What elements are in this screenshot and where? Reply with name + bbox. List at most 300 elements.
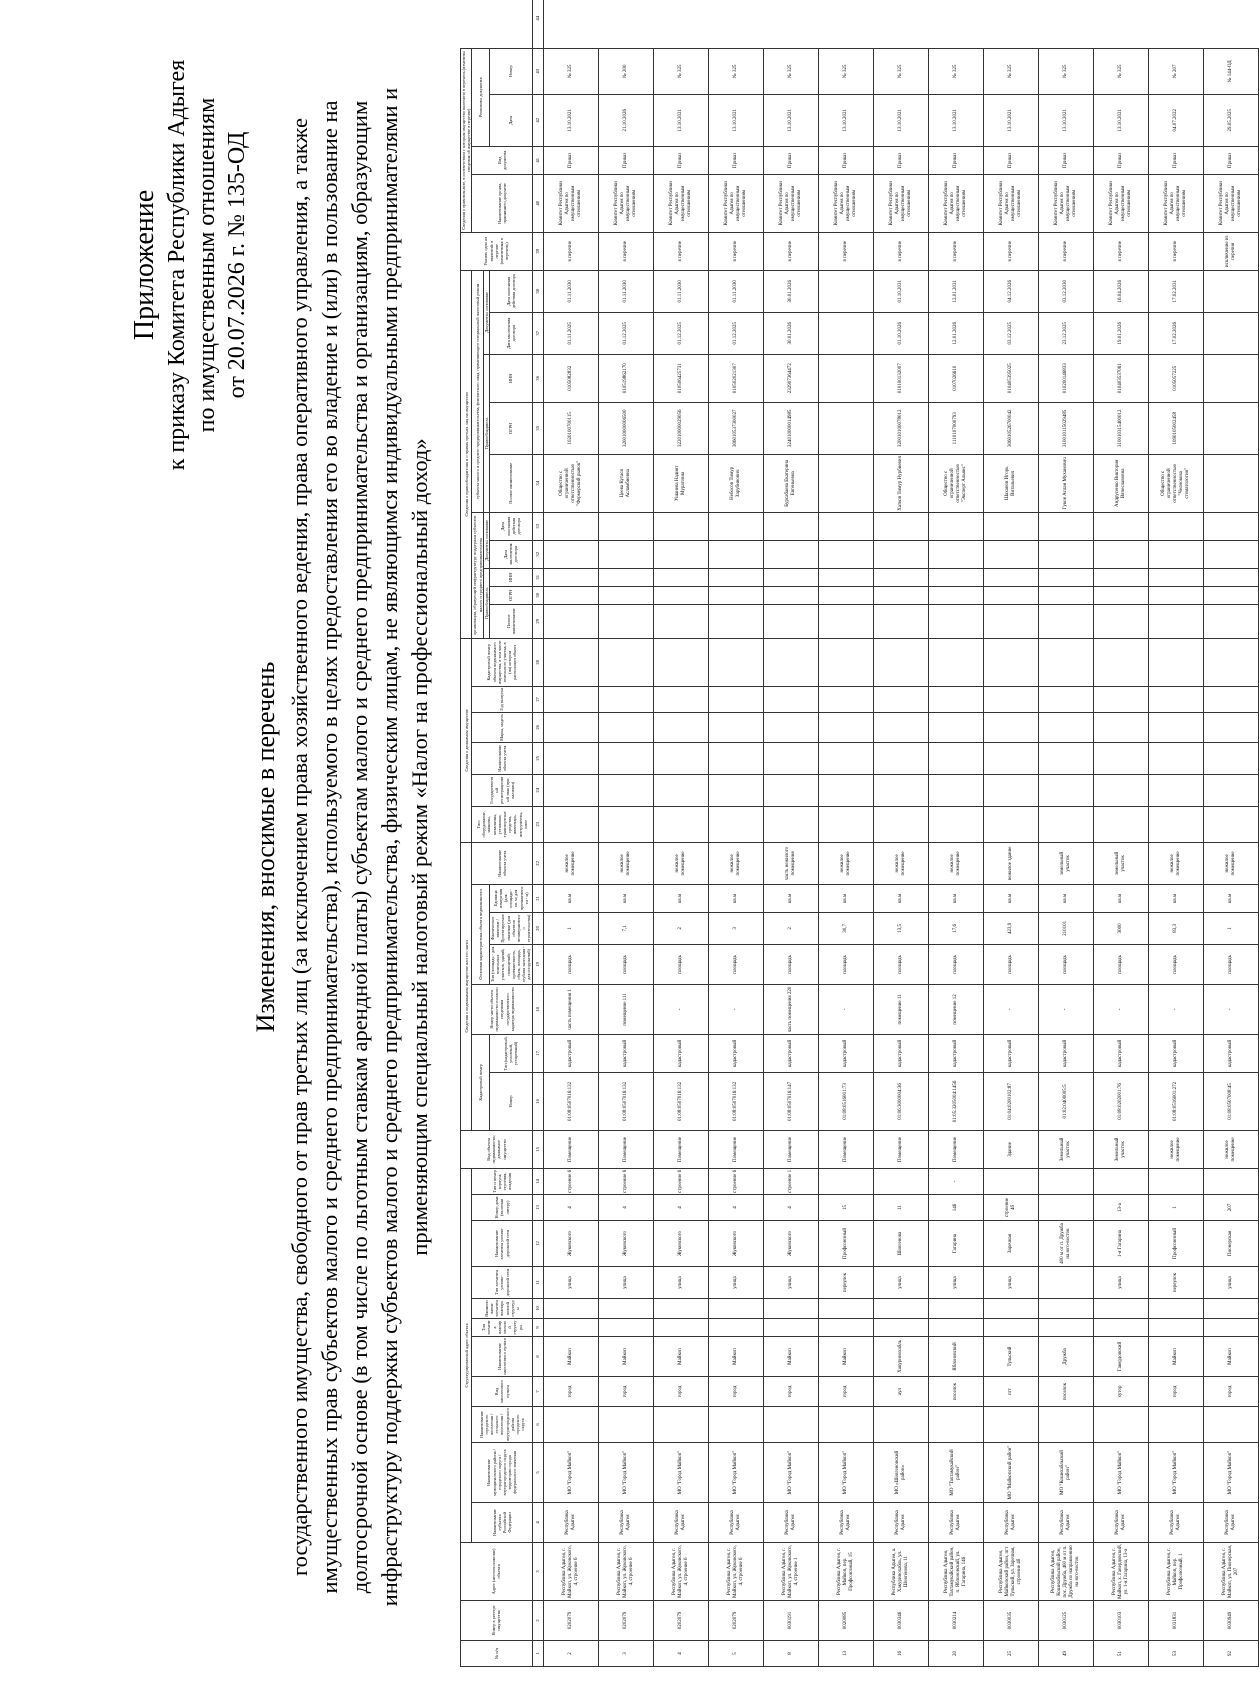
cell-kind: Приказ [1148,146,1203,174]
cell-smb-ogrn: 1090105002458 [1148,402,1203,454]
cell-obj-name: нежилое помещение [928,842,983,884]
cell-loc-type: город [818,1377,873,1407]
cell-loc-type: город [1203,1377,1258,1407]
cell-empty [983,568,1038,586]
col-mov-reg: Государственный регистрационный знак (при наличии) [472,774,532,806]
cell-smb-name [1203,454,1258,512]
cell-house: 15 [818,1195,873,1221]
col-mov-brand: Марка, модель [472,712,532,742]
cell-start: 19.01.2026 [1093,312,1148,354]
cell-empty [543,742,598,774]
cell-district: МО "Город Майкоп" [818,1443,873,1503]
cell-cad-type: кадастровый [818,1034,873,1072]
cell-reg: 0020085 [818,1601,873,1641]
cell-start [1203,312,1258,354]
document-description: государственного имущества, свободного от прав третьих лиц (за исключением права хозяйственного ведения, права оперативного управления, а также имущественных прав субъектов малого и среднего предпринимательства), используемого в целях предоставления его во владение и (или) в пользование на долгосрочной основе (в том числе по льготным ставкам арендной платы) субъектам малого и среднего предпринимательства и организациям, образующим инфраструктуру поддержки субъектов малого и среднего предпринимательства, физическим лицам, не являющимся индивидуальными предпринимателями и применяющим специальный налоговый режим «Налог на профессиональный доход» [287,87,432,1607]
cell-road-type: улица [928,1267,983,1299]
cell-smb-name: Бурсабаева Екатерина Евгеньевна [763,454,818,512]
cell-empty [708,638,763,686]
column-number: 30 [532,586,543,604]
col-char-value: Фактическое значение / Проектируемое значение (для объектов незавершенного строительства) [490,914,532,943]
cell-kind: Приказ [983,146,1038,174]
cell-part: помещение 12 [928,984,983,1034]
cell-empty [763,712,818,742]
cell-elem-type [763,1319,818,1337]
cell-loc-name: Майкоп [763,1337,818,1377]
cell-obj-type: Здание [983,1130,1038,1168]
cell-date: 29.05.2025 [1203,94,1258,146]
cell-smb-name: Гуков Аслан Муханович [1038,454,1093,512]
cell-empty [598,568,653,586]
cell-reg: 0030125 [1038,1601,1093,1641]
cell-loc-type: город [653,1377,708,1407]
cell-number: № 325 [543,48,598,94]
column-number: 6 [532,1407,543,1443]
column-number: 15 [532,1130,543,1168]
column-number: 32 [532,540,543,568]
col-infra-start: Дата заключения договора [490,540,533,568]
cell-authority: Комитет Республики Адыгея по имущественным отношениям [1093,174,1148,232]
cell-elem-name [983,1299,1038,1319]
cell-district: МО "Город Майкоп" [653,1443,708,1503]
cell-date: 13.10.2021 [983,94,1038,146]
column-number: 44 [532,0,543,48]
cell-subject: Республика Адыгея [598,1503,653,1543]
column-number: 1 [532,1641,543,1667]
column-number: 9 [532,1319,543,1337]
cell-empty [818,742,873,774]
cell-end: 12.01.2031 [928,270,983,312]
cell-empty [818,774,873,806]
cell-value: 1 [1203,912,1258,944]
cell-empty [598,686,653,712]
cell-subject: Республика Адыгея [983,1503,1038,1543]
cell-empty [653,540,708,568]
cell-empty [1148,586,1203,604]
cell-cad-type: кадастровый [928,1034,983,1072]
cell-empty [763,774,818,806]
cell-empty [873,512,928,540]
cell-number: № 200 [598,48,653,94]
cell-road-name: Жуковского [653,1221,708,1267]
cell-char-type: площадь [543,944,598,984]
cell-loc-name: Майкоп [1203,1337,1258,1377]
cell-empty [1093,638,1148,686]
cell-smb-ogrn: 1020100700115 [543,402,598,454]
cell-number: № 325 [1093,48,1148,94]
cell-empty [873,540,928,568]
cell-value: 7,1 [598,912,653,944]
cell-empty [1203,638,1258,686]
cell-number: № 325 [763,48,818,94]
cell-empty [543,638,598,686]
column-number: 29 [532,604,543,638]
cell-house: строение 4б [983,1195,1038,1221]
cell-subject: Республика Адыгея [873,1503,928,1543]
cell-empty [1093,742,1148,774]
cell-elem-type [983,1319,1038,1337]
cell-reg: 0030035 [983,1601,1038,1641]
cell-empty [873,774,928,806]
cell-status: в перечне [763,232,818,270]
cell-road-name: Профсоюзный [818,1221,873,1267]
cell-reg: 0031831 [1148,1601,1203,1641]
cell-empty [928,742,983,774]
cell-kind: Приказ [928,146,983,174]
cell-reg: 0030949 [1203,1601,1258,1641]
cell-date: 13.10.2021 [818,94,873,146]
cell-road-name: Жуковского [708,1221,763,1267]
cell-obj-type: Помещение [818,1130,873,1168]
cell-settlement [543,1407,598,1443]
cell-empty [543,604,598,638]
column-number: 22 [532,842,543,884]
cell-part: - [983,984,1038,1034]
cell-obj-type: Земельный участок [1093,1130,1148,1168]
cell-empty [818,686,873,712]
column-number: 11 [532,1267,543,1299]
cell-empty [543,586,598,604]
cell-cad-type: кадастровый [1093,1034,1148,1072]
cell-empty [873,604,928,638]
column-number: 3 [532,1543,543,1601]
cell-number: № 325 [873,48,928,94]
cell-loc-name: Тульский [983,1337,1038,1377]
cell-start: 17.02.2026 [1148,312,1203,354]
cell-date: 13.10.2021 [543,94,598,146]
cell-house [1038,1195,1093,1221]
table-row [873,0,928,1667]
col-loc-type: Вид населенного пункта [472,1377,532,1407]
cell-obj-type: нежилое помещение [1203,1130,1258,1168]
cell-authority: Комитет Республики Адыгея по имущественным отношениям [1148,174,1203,232]
col-obj-name: Наименование объекта учета [472,842,532,884]
cell-empty [1148,712,1203,742]
cell-empty [928,568,983,586]
cell-empty [1203,586,1258,604]
cell-elem-type [653,1319,708,1337]
column-number: 26 [532,712,543,742]
column-number: 33 [532,512,543,540]
cell-unit: кв.м [928,884,983,912]
cell-subject: Республика Адыгея [653,1503,708,1543]
cell-smb-ogrn: 306010526700042 [983,402,1038,454]
cell-loc-name: Майкоп [1148,1337,1203,1377]
cell-loc-name: Дружба [1038,1337,1093,1377]
cell-obj-name: нежилое здание [983,842,1038,884]
cell-authority: Комитет Республики Адыгея по имущественным отношениям [763,174,818,232]
cell-empty [1148,806,1203,842]
cell-status: в перечне [1093,232,1148,270]
cell-smb-ogrn: 320010100078012 [873,402,928,454]
table-row [598,0,653,1667]
cell-settlement [1148,1407,1203,1443]
cell-status: в перечне [598,232,653,270]
cell-empty [763,638,818,686]
cell-end: 17.02.2031 [1148,270,1203,312]
cell-loc-type: город [598,1377,653,1407]
cell-loc-type: город [1148,1377,1203,1407]
cell-empty [1093,806,1148,842]
col-doc-date: Дата [490,94,533,146]
column-number: 28 [532,638,543,686]
cell-status: в перечне [653,232,708,270]
cell-char-type: площадь [983,944,1038,984]
cell-start: 01.12.2025 [708,312,763,354]
cell-address: Республика Адыгея, г. Майкоп, ул. Жуковского, 4, строение 6 [708,1543,763,1601]
cell-char-type: площадь [1038,944,1093,984]
column-number: 40 [532,174,543,232]
cell-house: 207 [1203,1195,1258,1221]
cell-unit: кв.м [1038,884,1093,912]
column-number: 14 [532,1168,543,1194]
cell-elem-type [708,1319,763,1337]
cell-obj-type: Помещение [543,1130,598,1168]
cell-cad-type: кадастровый [983,1034,1038,1072]
column-number: 8 [532,1337,543,1377]
cell-status: в перечне [1038,232,1093,270]
col-status: Указать одно из значений: в перечне (изменениях в перечень) [461,232,533,270]
col-smb-end: Дата окончания действия договора [490,270,533,312]
column-number: 17 [532,1034,543,1072]
cell-start: 01.10.2026 [873,312,928,354]
cell-reg: 0202079 [543,1601,598,1641]
cell-reg: 0202079 [708,1601,763,1641]
cell-smb-inn [818,354,873,402]
cell-kind: Приказ [1093,146,1148,174]
cell-house: 4 [543,1195,598,1221]
cell-char-type: площадь [928,944,983,984]
cell-loc-name: Майкоп [708,1337,763,1377]
cell-num: 3 [598,1641,653,1667]
cell-empty [1148,568,1203,586]
cell-loc-name: Майкоп [653,1337,708,1377]
cell-elem-name [1093,1299,1148,1319]
table-row [1093,0,1148,1667]
cell-obj-name: земельный участок [1093,842,1148,884]
cell-empty [1148,742,1203,774]
col-mov-name: Наименование объекта учета [472,742,532,774]
cell-road-type: переулок [818,1267,873,1299]
cell-empty [653,586,708,604]
column-number: 25 [532,742,543,774]
column-number: 16 [532,1072,543,1130]
cell-unit: кв.м [653,884,708,912]
cell-value: 17,6 [928,912,983,944]
cell-district: МО "Город Майкоп" [1203,1443,1258,1503]
cell-unit: кв.м [873,884,928,912]
cell-loc-name: Яблоновский [928,1337,983,1377]
cell-value: 1 [543,912,598,944]
cell-smb-name: Общество с ограниченной ответственностью "Челнокова стоматология" [1148,454,1203,512]
column-number: 23 [532,806,543,842]
cell-kind: Приказ [818,146,873,174]
cell-empty [543,686,598,712]
cell-empty [818,568,873,586]
cell-district: МО "Кошехабльский район" [1038,1443,1093,1503]
cell-reg: 0030346 [873,1601,928,1641]
cell-empty [1093,512,1148,540]
table-row [708,0,763,1667]
cell-end: 03.12.2030 [1038,270,1093,312]
cell-empty [873,742,928,774]
column-number: 20 [532,912,543,944]
cell-elem-type [543,1319,598,1337]
cell-obj-name: часть нежилого помещения [763,842,818,884]
cell-empty [983,512,1038,540]
cell-elem-name [1148,1299,1203,1319]
cell-smb-inn: 010403537061 [1093,354,1148,402]
cell-date: 13.10.2021 [1093,94,1148,146]
col-mov-year: Год выпуска [472,686,532,712]
cell-start: 03.12.2025 [983,312,1038,354]
col-road-type: Тип элемента улично-дорожной сети [472,1267,532,1299]
cell-road-name: Шовгенова [873,1221,928,1267]
cell-authority: Комитет Республики Адыгея по имущественным отношениям [653,174,708,232]
cell-number: № 325 [818,48,873,94]
cell-smb-ogrn: 320010000006500 [598,402,653,454]
cell-kind: Приказ [598,146,653,174]
column-number: 7 [532,1377,543,1407]
cell-reg: 0030103 [1093,1601,1148,1641]
cell-status: в перечне [873,232,928,270]
cell-loc-type: аул [873,1377,928,1407]
cell-empty [653,686,708,712]
cell-empty [598,604,653,638]
cell-part: - [653,984,708,1034]
cell-elem-name [708,1299,763,1319]
cell-empty [1038,638,1093,686]
cell-empty [1038,686,1093,712]
cell-part: помещение 111 [598,984,653,1034]
column-number: 38 [532,270,543,312]
cell-cad: 01:08:0507016:132 [653,1072,708,1130]
cell-settlement [708,1407,763,1443]
cell-empty [1038,806,1093,842]
cell-empty [1203,774,1258,806]
cell-building: строение 6 [598,1168,653,1194]
cell-smb-ogrn: 310010315400012 [1093,402,1148,454]
cell-unit: кв.м [708,884,763,912]
col-smb-ogrn: ОГРН [490,402,533,454]
cell-elem-name [928,1299,983,1319]
cell-date: 13.10.2021 [708,94,763,146]
cell-status: в перечне [818,232,873,270]
cell-number: № 325 [708,48,763,94]
column-number: 18 [532,984,543,1034]
cell-cad: 01:08:0507008:45 [1203,1072,1258,1130]
column-number: 5 [532,1443,543,1503]
cell-cad: 01:04:0200102:87 [983,1072,1038,1130]
col-smb-inn: ИНН [490,354,533,402]
cell-address: Республика Адыгея, а. Хакуринохабль, ул. Шовгенова, 11 [873,1543,928,1601]
cell-obj-type: Помещение [653,1130,708,1168]
cell-empty [598,512,653,540]
cell-obj-name: нежилое помещение [818,842,873,884]
col-smb-full-name: Полное наименование [490,454,533,512]
cell-empty [983,686,1038,712]
cell-number: № 144-ОД [1203,48,1258,94]
cell-empty [818,806,873,842]
cell-empty [1148,638,1203,686]
cell-empty [818,638,873,686]
cell-empty [983,540,1038,568]
cell-road-type: улица [653,1267,708,1299]
cell-smb-inn: 0107026610 [928,354,983,402]
cell-settlement [818,1407,873,1443]
cell-empty [543,806,598,842]
cell-empty [1148,540,1203,568]
cell-authority: Комитет Республики Адыгея по имущественным отношениям [818,174,873,232]
cell-end: 01.11.2030 [653,270,708,312]
cell-empty [1038,604,1093,638]
cell-smb-ogrn [1203,402,1258,454]
cell-house: 4 [653,1195,708,1221]
cell-loc-type: поселок [928,1377,983,1407]
cell-house: 4 [763,1195,818,1221]
cell-district: МО "Город Майкоп" [598,1443,653,1503]
cell-empty [1093,774,1148,806]
column-number: 24 [532,774,543,806]
cell-num: 20 [928,1641,983,1667]
cell-authority: Комитет Республики Адыгея по имущественным отношениям [543,174,598,232]
cell-empty [708,540,763,568]
cell-road-name: Жуковского [598,1221,653,1267]
cell-settlement [1038,1407,1093,1443]
cell-value: 83,3 [1148,912,1203,944]
cell-obj-name: нежилое помещение [1203,842,1258,884]
cell-char-type: площадь [1148,944,1203,984]
cell-num: 4 [653,1641,708,1667]
column-number: 13 [532,1195,543,1221]
cell-road-name: Жуковского [543,1221,598,1267]
appendix-line-1: к приказу Комитета Республики Адыгея [164,59,190,471]
cell-num: 49 [1038,1641,1093,1667]
cell-status: в перечне [1148,232,1203,270]
column-number: 35 [532,402,543,454]
cell-address: Республика Адыгея, Тахтамукайский район, п. Яблоновский, ул. Гагарина, 146 [928,1543,983,1601]
cell-unit: кв.м [763,884,818,912]
cell-empty [708,742,763,774]
group-infra: организации, образующей инфраструктуру поддержки субъектов малого и среднего предпринимательства [472,512,483,638]
cell-empty [763,604,818,638]
cell-empty [928,586,983,604]
column-number: 34 [532,454,543,512]
cell-smb-inn: 010519862170 [598,354,653,402]
cell-empty [1038,774,1093,806]
register-table [460,0,1259,1667]
column-number: 10 [532,1299,543,1319]
cell-smb-ogrn: 322010000029056 [653,402,708,454]
cell-cad-type: кадастровый [598,1034,653,1072]
cell-empty [983,638,1038,686]
cell-empty [598,638,653,686]
cell-road-name: Заречная [983,1221,1038,1267]
cell-date: 04.07.2022 [1148,94,1203,146]
cell-address: Республика Адыгея, г. Майкоп, пер. Профсоюзный, 15 [818,1543,873,1601]
document-title: Изменения, вносимые в перечень [251,661,280,1033]
cell-district: МО "Майкопский район" [983,1443,1038,1503]
cell-empty [543,568,598,586]
col-obj-type: Вид объекта недвижимости; движимое имущество [461,1130,533,1168]
cell-num: 5 [708,1641,763,1667]
cell-end: 16.04.2026 [1093,270,1148,312]
group-smb: субъекта малого и среднего предпринимательства, физического лица, применяющего специальный налоговый режим [472,270,483,512]
cell-elem-name [543,1299,598,1319]
cell-address: Республика Адыгея, г. Майкоп, ул. Жуковского, 4, строение 6 [543,1543,598,1601]
cell-part: - [1093,984,1148,1034]
cell-num: 53 [1148,1641,1203,1667]
